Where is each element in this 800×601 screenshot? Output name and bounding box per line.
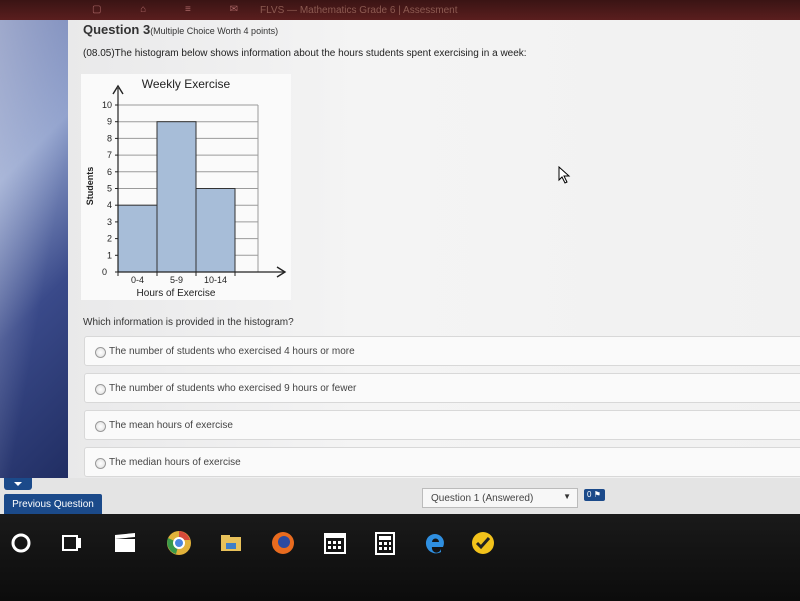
collapse-tab[interactable]	[4, 478, 32, 490]
y-tick-label: 4	[106, 200, 112, 211]
y-tick-label: 3	[106, 216, 112, 227]
y-tick-label: 9	[106, 116, 112, 127]
option-label: The number of students who exercised 4 hours or more	[109, 346, 355, 357]
option-label: The number of students who exercised 9 hours or fewer	[109, 383, 357, 394]
option-label: The mean hours of exercise	[109, 420, 233, 431]
y-tick-label: 10	[101, 100, 112, 110]
start-circle-icon[interactable]	[8, 530, 34, 556]
answer-option-2[interactable]	[84, 373, 800, 403]
radio-button[interactable]	[95, 421, 106, 432]
y-tick-label: 6	[106, 166, 112, 177]
norton-icon[interactable]	[470, 530, 496, 556]
histogram-chart	[81, 74, 291, 300]
question-select-value: Question 1 (Answered)	[431, 493, 534, 504]
left-decoration	[0, 20, 68, 492]
question-number: Question 3	[83, 22, 151, 37]
x-tick-label: 0-4	[130, 275, 145, 285]
y-tick-label: 5	[106, 183, 112, 194]
file-explorer-icon[interactable]	[218, 530, 244, 556]
sub-prompt: Which information is provided in the histogram?	[83, 317, 294, 328]
y-tick-label: 7	[106, 150, 112, 161]
task-view-icon[interactable]	[58, 530, 84, 556]
firefox-icon[interactable]	[270, 530, 296, 556]
histogram-bar	[157, 122, 196, 272]
edge-icon[interactable]	[422, 530, 448, 556]
chevron-down-icon: ▼	[563, 492, 571, 501]
chart-title: Weekly Exercise	[141, 77, 231, 91]
calculator-icon[interactable]	[372, 530, 398, 556]
radio-button[interactable]	[95, 347, 106, 358]
histogram-svg	[81, 74, 291, 300]
radio-button[interactable]	[95, 458, 106, 469]
x-axis-label: Hours of Exercise	[136, 288, 216, 299]
answer-option-1[interactable]	[84, 336, 800, 366]
question-navigation-bar	[0, 478, 800, 514]
y-tick-label: 8	[106, 133, 112, 144]
option-label: The median hours of exercise	[109, 457, 241, 468]
histogram-bar	[196, 189, 235, 273]
radio-button[interactable]	[95, 384, 106, 395]
question-heading	[83, 22, 278, 37]
taskbar	[0, 514, 800, 601]
question-worth: (Multiple Choice Worth 4 points)	[150, 26, 279, 36]
x-tick-label: 5-9	[169, 275, 184, 285]
calendar-icon[interactable]	[322, 530, 348, 556]
previous-question-button[interactable]: Previous Question	[4, 494, 102, 516]
chrome-icon[interactable]	[166, 530, 192, 556]
x-tick-label: 10-14	[203, 275, 228, 285]
y-tick-label: 0	[101, 267, 107, 277]
mouse-cursor-icon	[558, 166, 572, 184]
toolbar-icons: ▢ ⌂ ≡ ✉	[92, 4, 257, 15]
y-tick-label: 1	[106, 250, 112, 261]
question-prompt: (08.05)The histogram below shows information about the hours students spent exercising in a week:	[83, 48, 527, 59]
flag-button[interactable]	[584, 489, 605, 501]
window-title: FLVS — Mathematics Grade 6 | Assessment	[260, 5, 458, 16]
answer-option-3[interactable]	[84, 410, 800, 440]
question-page	[68, 20, 800, 492]
histogram-bar	[118, 205, 157, 272]
y-tick-label: 2	[106, 233, 112, 244]
movies-app-icon[interactable]	[112, 530, 138, 556]
answer-option-4[interactable]	[84, 447, 800, 477]
browser-top-strip	[0, 0, 800, 20]
question-select[interactable]	[422, 488, 578, 508]
flag-count: 0	[587, 490, 592, 499]
flag-icon: ⚑	[593, 490, 601, 499]
y-axis-label: Students	[85, 166, 95, 206]
